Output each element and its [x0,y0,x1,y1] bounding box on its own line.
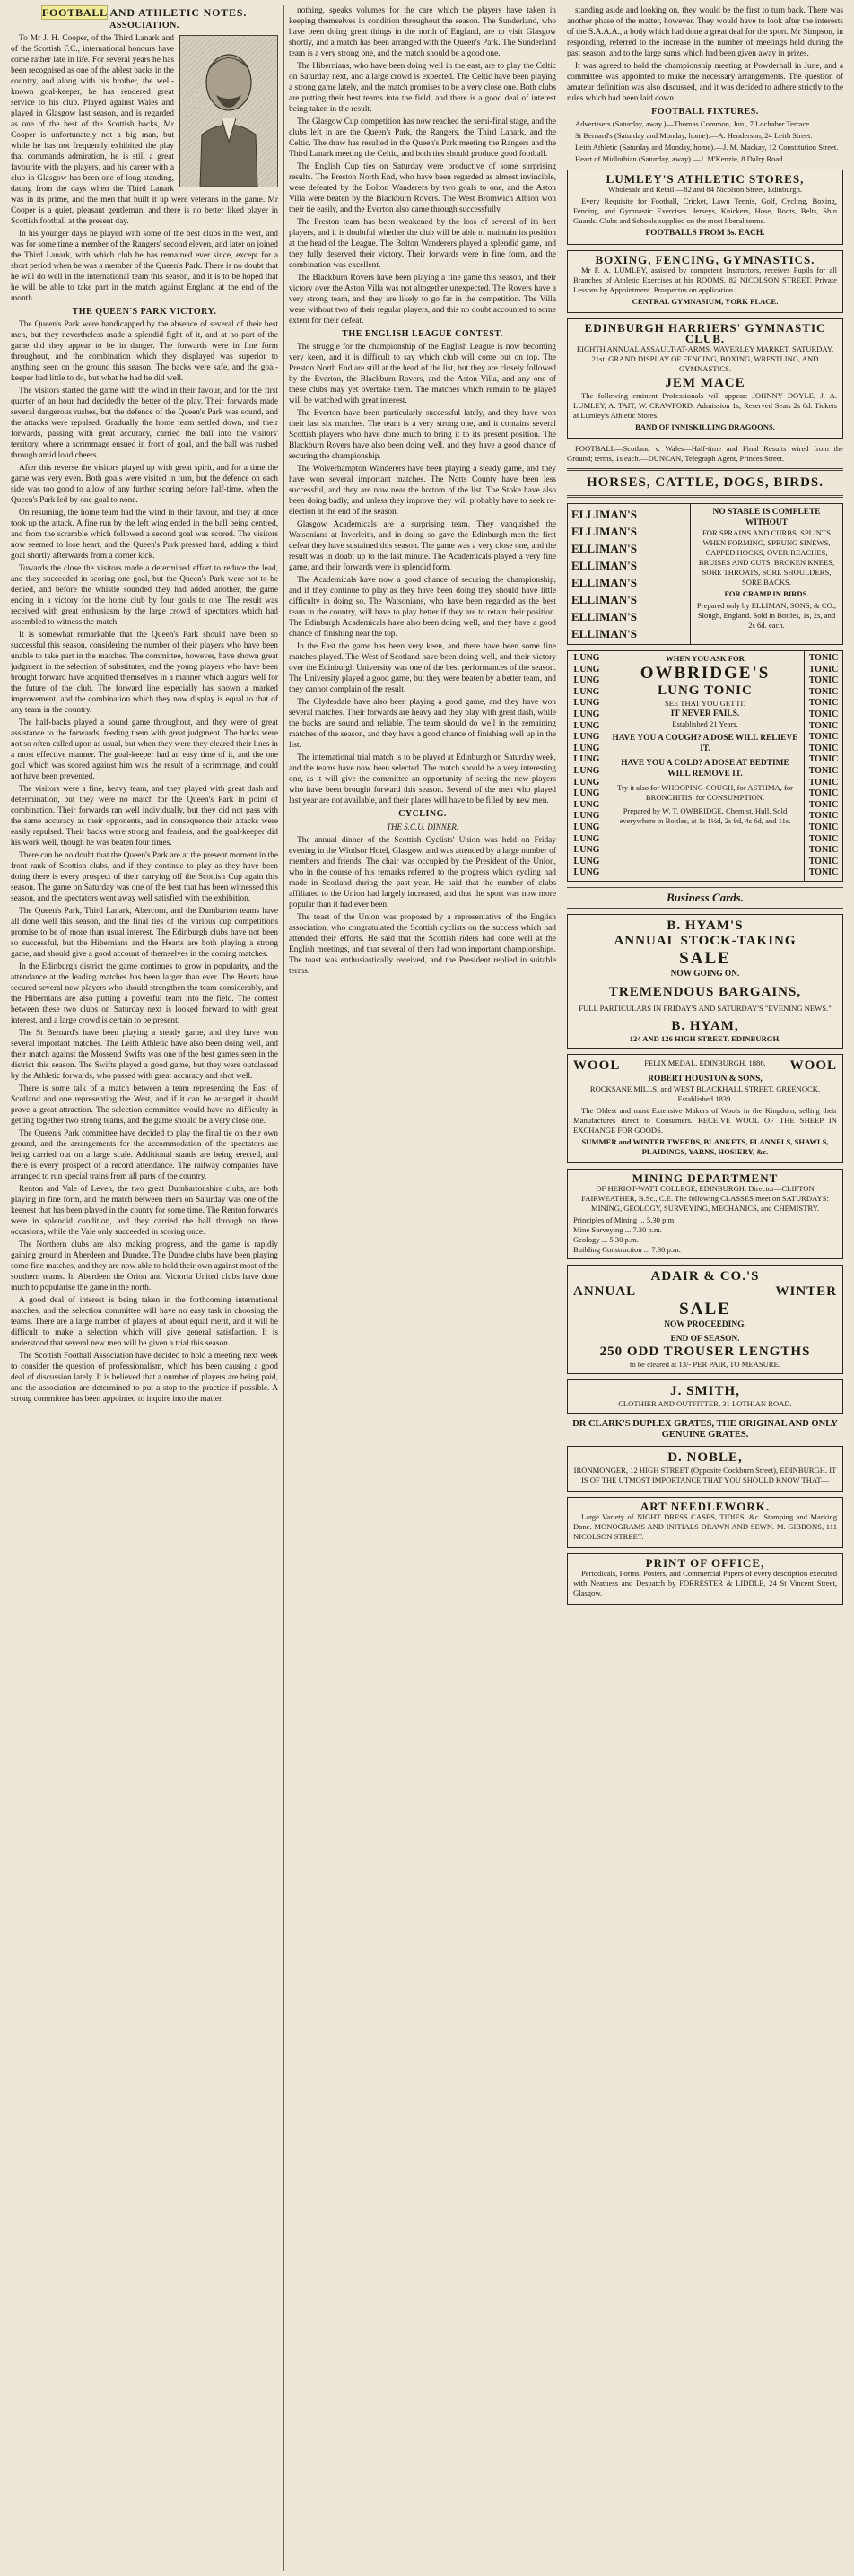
paragraph: The visitors started the game with the wind in their favour, and for the first quarter of an hour had decidedly the better of the play. Their forwards made several dangerous rushes, but the defence of the Queen's Park was sound, and the attacks were repulsed. Gradually the home team settled down, and their forwards, passing with great accuracy, carried the ball into the visitors' territory, where a scrimmage ensued in front of goal, and the ball was rushed through amid loud cheers. [11,387,278,460]
divider [567,908,843,909]
ad-body: Every Requisite for Football, Cricket, Lawn Tennis, Golf, Cycling, Boxing, Fencing, and Gymnastic Exercises. Jerseys, Knickers, Hose, Boots, Belts, Shin Guards. Clubs and Schools supplied on the most liberal terms. [573,196,837,225]
paragraph: The Clydesdale have also been playing a good game, and they have won several matches. Their forwards are heavy and they play with great dash, while the backs are sound and reliable. The team should do well in the remaining matches of the season, and they have a good chance of finishing well up in the list. [289,698,556,750]
lung-word: LUNG [573,765,600,776]
ad-line: HAVE YOU A COUGH? A DOSE WILL RELIEVE IT. [612,734,798,753]
paragraph: The Scottish Football Association have decided to hold a meeting next week to consider the question of professionalism, which has been causing a good deal of discussion lately. It is believed that a number of players are being paid, and the association are determined to put a stop to the practice if possible. A strong committee has been appointed to inquire into the matter. [11,1352,278,1404]
ad-mining [567,1169,843,1259]
ad-line: Prepared by W. T. OWBRIDGE, Chemist, Hull. Sold everywhere in Bottles, at 1s 1½d, 2s 9d, 4s 6d, and 11s. [619,806,791,825]
paragraph: The half-backs played a sound game throughout, and they were of great assistance to the forwards, feeding them with great judgment. The backs were not so often called upon as usual, but when they were they cleared their lines in a most effective manner. The goal-keeper had an easy time of it, and the one goal which was scored against him was the result of a scrimmage, and could not have been prevented. [11,718,278,781]
paragraph: Renton and Vale of Leven, the two great Dumbartonshire clubs, are both playing in fine form, and the match between them on Saturday was one of the keenest that has been played in the county for some time. The Renton forwards were in splendid condition, and they carried the ball through on three occasions, while the Vale only succeeded in scoring once. [11,1185,278,1237]
divider [567,495,843,498]
ad-line: SEE THAT YOU GET IT. [665,699,745,708]
ad-address: ROCKSANE MILLS, and WEST BLACKHALL STREET, GREENOCK. Established 1839. [589,1083,821,1103]
horses-heading: HORSES, CATTLE, DOGS, BIRDS. [586,475,824,490]
lung-word: LUNG [573,698,600,709]
ellimans-word: ELLIMAN'S [571,593,637,606]
ad-maker: Prepared only by ELLIMAN, SONS, & CO., Slough, England. Sold in Bottles, 1s, 2s, and 2s 6d. each. [696,601,837,630]
tonic-word: TONIC [808,664,839,674]
ellimans-word: ELLIMAN'S [571,542,637,555]
ad-line: SUMMER and WINTER TWEEDS, BLANKETS, FLANNELS, SHAWLS, PLAIDINGS, YARNS, HOSIERY, &c. [581,1136,829,1156]
paragraph: The Northern clubs are also making progress, and the game is rapidly gaining ground in Aberdeen and Dundee. The Dundee clubs have been playing some fine matches, and they are now able to hold their own against most of the southern teams. In Aberdeen the Orion and Victoria United clubs have done much to popularise the game in the north. [11,1240,278,1292]
tonic-word: TONIC [808,720,839,731]
ad-line: BAND OF INNISKILLING DRAGOONS. [635,422,775,431]
column-rule [283,5,284,2571]
ad-print-office [567,1553,843,1605]
ad-title: B. HYAM'S [667,918,744,933]
paragraph: The St Bernard's have been playing a steady game, and they have won several important matches. The Leith Athletic have also been doing well, and their match against the Mossend Swifts was one of the best games seen in the district this season. The Swifts played a good game, but they were outclassed by the Athletic forwards, who passed with great accuracy and shot well. [11,1029,278,1081]
class-row: Building Construction ... 7.30 p.m. [573,1244,681,1254]
subheading-queens-park: THE QUEEN'S PARK VICTORY. [72,307,217,317]
ellimans-word: ELLIMAN'S [571,559,637,572]
lung-tonic-details [606,651,804,881]
ad-adair [567,1265,843,1374]
lung-word: LUNG [573,720,600,731]
ellimans-word: ELLIMAN'S [571,576,637,589]
paragraph: In the Edinburgh district the game continues to grow in popularity, and the attendance at the leading matches has been larger than ever. The Hearts have secured several new players who should strengthen the team considerably, and the Hibernians are also putting a powerful team into the field. The contest between these two clubs on Saturday next is looked forward to with great interest, and a large crowd is certain to be present. [11,962,278,1025]
ad-body: OF HERIOT-WATT COLLEGE, EDINBURGH. Director—CLIFTON FAIRWEATHER, B.Sc., C.E. The following CLASSES meet on SATURDAYS: MINING, GEOLOGY, SURVEYING, MECHANICS, and CHEMISTRY. [581,1183,829,1213]
lung-word: LUNG [573,811,600,822]
ad-line: B. HYAM, [671,1018,739,1033]
paragraph: The Hibernians, who have been doing well in the east, are to play the Celtic on Saturday next, and a large crowd is expected. The Celtic have been playing a strong game lately, and the match promises to be a very close one. Both clubs are putting their best teams into the field, and there is a good deal of interest being taken in the result. [289,62,556,114]
ad-line: FULL PARTICULARS IN FRIDAY'S AND SATURDAY'S "EVENING NEWS." [579,1003,832,1013]
football-results-notice: FOOTBALL—Scotland v. Wales—Half-time and Final Results wired from the Ground; terms, 1s each.—DUNCAN, Telegraph Agent, Princes Street. [567,444,843,463]
paragraph: To Mr J. H. Cooper, of the Third Lanark and of the Scottish F.C., international honours have come rather late in life. For several years he has been recognised as one of the ablest backs in the country, and along with his brother, the well-known goal-keeper, he has rendered great service to his club. Played against Wales and played in Glasgow last season, and is regarded as one of the best of the Scottish backs, Mr Cooper is unfortunately not a big man, but while he has not frequently exhibited the play that commands admiration, he is still a great favourite with the players, and his career with a club in Glasgow has been one of long standing, dating from the days when the Third Lanark was in its prime, and the men that built it up were veterans in the game. Mr Cooper is a quiet, pleasant gentleman, and there is no better liked player in Scottish football at the present day. [11,34,278,226]
ad-title: BOXING, FENCING, GYMNASTICS. [595,253,815,266]
ellimans-repeated [568,504,691,644]
ad-body: CLOTHIER AND OUTFITTER, 31 LOTHIAN ROAD. [618,1398,792,1408]
tonic-word: TONIC [808,754,839,765]
subheading-scu-dinner: THE S.C.U. DINNER. [386,822,458,831]
portrait-engraving [179,35,278,187]
ad-line: WOOL [573,1057,621,1073]
tonic-word: TONIC [808,732,839,743]
paragraph: On resuming, the home team had the wind in their favour, and they at once took up the attack. A fine run by the left wing ended in the ball being centred, and from the scramble which followed a second goal was scored. The visitors now seemed to lose heart, and the Queen's Park pressed hard, adding a third goal shortly afterwards from a corner kick. [11,509,278,561]
subheading-english-league: THE ENGLISH LEAGUE CONTEST. [342,329,503,339]
ad-line: SALE [679,1299,731,1318]
lung-word: LUNG [573,799,600,810]
ad-line: FOR CRAMP IN BIRDS. [724,589,809,598]
ad-body: The Oldest and most Extensive Makers of Wools in the Kingdom, selling their Manufactures direct to Consumers. RECEIVE WOOL OF THE SHEEP IN EXCHANGE FOR GOODS. [573,1105,837,1135]
ad-line: HAVE YOU A COLD? A DOSE AT BEDTIME WILL REMOVE IT. [621,759,789,779]
tonic-word: TONIC [808,765,839,776]
ellimans-word: ELLIMAN'S [571,627,637,640]
fixture-line: Advertisers (Saturday, away.)—Thomas Common, Jun., 7 Lochaber Terrace. [575,119,812,128]
adair-row [573,1284,837,1300]
ad-body: EIGHTH ANNUAL ASSAULT-AT-ARMS, WAVERLEY MARKET, SATURDAY, 21st. GRAND DISPLAY OF FENCING, BOXING, WRESTLING, AND GYMNASTICS. [576,344,834,373]
lung-word: LUNG [573,777,600,788]
ad-line: WOOL [789,1057,837,1073]
ad-lumley-stores [567,170,843,245]
fixture-line: Heart of Midlothian (Saturday, away).—J. M'Kenzie, 8 Dalry Road. [575,154,785,163]
ad-noble [567,1446,843,1492]
ellimans-word: ELLIMAN'S [571,508,637,521]
business-cards-heading: Business Cards. [667,890,744,904]
paragraph: The struggle for the championship of the English League is now becoming very keen, and it is difficult to say which club will come out on top. The Preston North End are still at the head of the list, but they are closely followed by the Everton, the Blackburn Rovers, and the Aston Villa, and any one of these clubs may yet overtake them. The matches which remain to be played will be watched with great interest. [289,343,556,405]
subheading-fixtures: FOOTBALL FIXTURES. [651,107,759,117]
divider [567,887,843,888]
lung-word: LUNG [573,754,600,765]
tonic-word: TONIC [808,686,839,697]
ad-body: Mr F. A. LUMLEY, assisted by competent Instructors, receives Pupils for all Branches of Athletic Exercises at his ROOMS, 82 NICOLSON STREET. Private Lessons by Appointment. Prospectus on application. [573,265,837,294]
ad-title: ART NEEDLEWORK. [640,1499,771,1513]
ad-line: FELIX MEDAL, EDINBURGH, 1886. [644,1057,766,1067]
fixture-line: Leith Athletic (Saturday and Monday, home).—J. M. Mackay, 12 Constitution Street. [575,143,839,152]
ad-address: Wholesale and Retail.—82 and 84 Nicolson Street, Edinburgh. [607,185,803,194]
ad-boxing [567,250,843,313]
paragraph: Towards the close the visitors made a determined effort to reduce the lead, and they succeeded in scoring one goal, but the Queen's Park were not to be denied, and before the whistle sounded they had added another, the game ending in a victory for the home club by four goals to one. The result was received with great enthusiasm by the large crowd of spectators which had assembled to witness the match. [11,564,278,627]
paragraph: The Glasgow Cup competition has now reached the semi-final stage, and the clubs left in are the Queen's Park, the Rangers, the Third Lanark, and the Celtic. The draw has resulted in the Queen's Park meeting the Rangers and the Third Lanark meeting the Celtic, and both ties should produce good football. [289,117,556,159]
lung-word: LUNG [573,856,600,866]
tonic-word: TONIC [808,788,839,799]
lung-word: LUNG [573,675,600,686]
lung-word: LUNG [573,743,600,753]
subheading-cycling: CYCLING. [398,809,447,819]
lung-word: LUNG [573,867,600,878]
ad-title: J. SMITH, [670,1383,740,1398]
lung-word: LUNG [573,845,600,856]
paragraph: The international trial match is to be played at Edinburgh on Saturday week, and the teams have now been selected. The match should be a very interesting one, as it will give the committee an opportunity of seeing the new players who have been brought forward this season. Several of the men who played last year are not available, and their places will have to be filled by new men. [289,753,556,805]
paragraph: The visitors were a fine, heavy team, and they played with great dash and determination, but they were no match for the Queen's Park in point of combination. Their forwards ran well individually, but they did not pass with the same accuracy as their opponents, and in consequence their attacks were easily repulsed. Their backs were strong and fearless, and the goal-keeper did his work well, though he was beaten four times. [11,785,278,848]
ad-body: The following eminent Professionals will appear: JOHNNY DOYLE, J. A. LUMLEY, A. TAIT, W. CRAWFORD. Admission 1s; Reserved Seats 2s 6d. Tickets at Lumley's Athletic Stores. [573,391,837,420]
paragraph: The Queen's Park were handicapped by the absence of several of their best men, but they nevertheless made a splendid fight of it, and at no part of the game did they appear to be in danger. The forwards were in fine form throughout, and the combination which they displayed was superior to anything seen on the ground this season. The backs were safe, and the goal-keeper had little to do, but what he had he did well. [11,320,278,383]
ad-art-needlework [567,1497,843,1548]
ad-line: WHEN YOU ASK FOR [666,654,745,663]
tonic-word: TONIC [808,811,839,822]
ad-smith [567,1379,843,1414]
ad-line: NOW GOING ON. [670,969,740,979]
tonic-word: TONIC [808,653,839,663]
ad-line: FOOTBALLS FROM 5s. EACH. [645,229,765,238]
ad-line: ANNUAL STOCK-TAKING [614,933,797,948]
ad-address: CENTRAL GYMNASIUM, YORK PLACE. [632,297,779,306]
tonic-word: TONIC [808,709,839,719]
class-row: Mine Surveying ... 7.30 p.m. [573,1224,662,1234]
tonic-word: TONIC [808,675,839,686]
paragraph: The annual dinner of the Scottish Cyclists' Union was held on Friday evening in the Windsor Hotel, Glasgow, and was attended by a large number of members and friends. The chair was occupied by the President of the Union, who in the course of his remarks referred to the progress which cycling had made in Scotland during the past year. He said that the number of clubs affiliated to the Union had largely increased, and that the sport was now more popular than it had ever been. [289,836,556,909]
fixture-line: St Bernard's (Saturday and Monday, home).—A. Henderson, 24 Leith Street. [575,131,813,140]
paragraph: In his younger days he played with some of the best clubs in the west, and was for some time a member of the Rangers' second eleven, and later on joined the Third Lanark, with which club he has remained ever since, except for a short period when he was a member of the Queen's Park. There is no doubt that he will do well in the international team this season, and it is to be hoped that he will be able to take part in the match against England at the end of the month. [11,230,278,303]
lung-word: LUNG [573,732,600,743]
paragraph: The English Cup ties on Saturday were productive of some surprising results. The Preston North End, who have been regarded as almost invincible, were defeated by the Bolton Wanderers by two goals to one, and the Aston Villa were beaten by the Blackburn Rovers. The West Bromwich Albion won their tie easily, and the Everton also came through successfully. [289,162,556,214]
tonic-word: TONIC [808,867,839,878]
ad-title: ROBERT HOUSTON & SONS, [648,1074,762,1083]
lung-word: LUNG [573,664,600,674]
paragraph: nothing, speaks volumes for the care which the players have taken in keeping themselves in condition throughout the season. The Sunderland, who have been doing great things in the north of England, are to visit Glasgow shortly, and a match has been arranged with the Queen's Park. The Sunderland team is a very strong one, and the match should be a good one. [289,6,556,58]
ad-headliner: JEM MACE [665,376,745,390]
lung-word: LUNG [573,686,600,697]
paragraph: The toast of the Union was proposed by a representative of the English association, who congratulated the Scottish cyclists on the success which had attended their efforts. He said that the Scottish riders had done well at the English meetings, and that several of them had won important championships. The toast was enthusiastically received, and the President replied in suitable terms. [289,913,556,976]
paragraph: The Queen's Park committee have decided to play the final tie on their own ground, and the arrangements for the accommodation of the spectators are being carried out on a large scale. Additional stands are being erected, and there is every prospect of a record attendance. The railway companies have arranged to run special trains from all parts of the country. [11,1129,278,1181]
ellimans-details [691,504,842,644]
tonic-word: TONIC [808,743,839,753]
tonic-word: TONIC [808,777,839,788]
tonic-word: TONIC [808,856,839,866]
ad-harriers [567,318,843,439]
ad-title: D. NOBLE, [667,1449,743,1465]
heading-rest: AND ATHLETIC NOTES. [109,6,248,19]
ad-title: ADAIR & CO.'S [650,1268,760,1284]
ad-line: IT NEVER FAILS. [670,709,740,718]
paragraph: There can be no doubt that the Queen's Park are at the present moment in the front rank of Scottish clubs, and if they continue to play as they have been doing there is every prospect of their carrying off the Scottish Cup again this season. The game on Saturday was one of the best that has been witnessed this season, and the spectators went away well satisfied with the exhibition. [11,851,278,903]
tonic-word: TONIC [808,698,839,709]
paragraph: The Academicals have now a good chance of securing the championship, and if they continue to play as they have been doing they should have little difficulty in doing so. The Watsonians, who have been regarded as the best team in the country, will have to play better if they are to retain their position. The Edinburgh Academicals have also been doing well, and they have a good chance of finishing near the top. [289,576,556,639]
paragraph: It was agreed to hold the championship meeting at Powderhall in June, and a committee was appointed to make the necessary arrangements. The question of amateur definition was also discussed, and it was decided to adhere strictly to the rules which had been laid down. [567,62,843,103]
tonic-word: TONIC [808,822,839,832]
lung-word: LUNG [573,822,600,832]
tonic-word: TONIC [808,833,839,844]
paragraph: There is some talk of a match between a team representing the East of Scotland and one representing the West, and if it can be arranged it should prove a great attraction. The selection committee would have no difficulty in getting together two strong teams, and the game should be a very close one. [11,1084,278,1126]
paragraph: Glasgow Academicals are a surprising team. They vanquished the Watsonians at Inverleith, and in doing so gave the Edinburgh men the first defeat they have sustained this season. The game was a very close one, and the result was in doubt up to the last minute. The Academicals played a very fine game, and their forwards were in splendid form. [289,520,556,572]
ad-title: MINING DEPARTMENT [632,1171,779,1185]
paragraph: A good deal of interest is being taken in the forthcoming international matches, and the selection committee will have no easy task in choosing the teams. There are a large number of players of about equal merit, and it will be difficult to make a selection which will give general satisfaction. It is understood that several new men will be given a trial this season. [11,1296,278,1348]
highlighted-word: FOOTBALL [41,6,108,19]
ad-line: 250 ODD TROUSER LENGTHS [599,1344,811,1359]
product-name: LUNG TONIC [658,683,753,698]
ad-address: 124 AND 126 HIGH STREET, EDINBURGH. [629,1033,781,1043]
class-row: Geology ... 5.30 p.m. [573,1234,639,1244]
lung-word: LUNG [573,833,600,844]
wool-header [573,1058,837,1074]
paragraph: The Wolverhampton Wanderers have been playing a steady game, and they have won several important matches. The Notts County have been less successful, and they are now near the bottom of the list. The Stoke have also been doing badly, and unless they improve they will probably have to seek re-election at the end of the season. [289,465,556,517]
ad-body: IRONMONGER, 12 HIGH STREET (Opposite Cockburn Street), EDINBURGH. IT IS OF THE UTMOST IMPORTANCE THAT YOU SHOULD KNOW THAT— [573,1465,837,1484]
class-row: Principles of Mining ... 5.30 p.m. [573,1214,676,1224]
brand-name: OWBRIDGE'S [640,664,771,683]
ad-body: Periodicals, Forms, Posters, and Commercial Papers of every description executed with Neatness and Despatch by FORRESTER & LIDDLE, 24 St Vincent Street, Glasgow. [573,1568,837,1597]
ad-line: END OF SEASON. [670,1334,740,1344]
ad-ellimans [567,503,843,645]
ellimans-word: ELLIMAN'S [571,525,637,538]
paragraph: The Everton have been particularly successful lately, and they have won their last six matches. The team is a very strong one, and it contains several Scottish players who have done much to bring it to its present position. The Blackburn Rovers have also been doing well, and they have a good chance of securing the championship. [289,409,556,461]
ad-line: Try it also for WHOOPING-COUGH, for ASTHMA, for BRONCHITIS, for CONSUMPTION. [617,783,793,802]
ad-line: ANNUAL [573,1284,637,1299]
ad-title: EDINBURGH HARRIERS' GYMNASTIC CLUB. [584,321,826,345]
ad-line: NOW PROCEEDING. [664,1319,746,1329]
ad-duplex-grates: DR CLARK'S DUPLEX GRATES, THE ORIGINAL AND ONLY GENUINE GRATES. [572,1418,838,1440]
paragraph: After this reverse the visitors played up with great spirit, and for a time the game was very even. Both goals were visited in turn, but the defence on each side was too good to allow of any further scoring before half-time, when the Queen's Park led by one goal to none. [11,464,278,505]
paragraph: The Preston team has been weakened by the loss of several of its best players, and it is doubtful whether the club will be able to maintain its position at the head of the League. The Bolton Wanderers played a splendid game, and they fully deserved their victory. Their forwards were in fine form, and the combination was excellent. [289,218,556,270]
column-2 [289,5,556,2571]
ad-line: SALE [679,948,731,968]
paragraph: standing aside and looking on, they would be the first to turn back. There was another phase of the matter, however. They would have to look after the interests of the S.A.A.A., a body which had done a great deal for the sport. Mr Simpson, in responding, referred to the increase in the number of meetings held during the past season, and to the large sums which had been given away in prizes. [567,6,843,58]
ad-title: NO STABLE IS COMPLETE WITHOUT [712,508,821,527]
section-heading [11,7,278,18]
tonic-word: TONIC [808,845,839,856]
subheading-association: ASSOCIATION. [109,21,179,30]
ad-line: WINTER [775,1284,837,1299]
divider [567,468,843,471]
ad-body: Large Variety of NIGHT DRESS CASES, TIDIES, &c. Stamping and Marking Done. MONOGRAMS AND INITIALS DRAWN AND SEWN. M. GIBBONS, 111 NICOLSON STREET. [573,1511,837,1541]
lung-column [568,651,606,881]
paragraph: The Blackburn Rovers have been playing a fine game this season, and their victory over the Aston Villa was not altogether unexpected. The Rovers have a very strong team, and they are likely to go far in the competition. The Villa were without two of their regular players, and this no doubt accounted to some extent for their defeat. [289,274,556,326]
tonic-word: TONIC [808,799,839,810]
ellimans-word: ELLIMAN'S [571,610,637,623]
ad-line: Established 21 Years. [672,719,738,728]
paragraph: In the East the game has been very keen, and there have been some fine matches played. The West of Scotland have been doing well, and their victory over the Edinburgh University was one of the best performances of the season. The University played a good game, but they were beaten by a better team, and they cannot complain of the result. [289,642,556,694]
lung-word: LUNG [573,788,600,799]
paragraph: It is somewhat remarkable that the Queen's Park should have been so successful this season, considering the number of their players who have been unable to take part in the matches. The committee, however, have shown great judgment in the selection of substitutes, and the young players who have been brought forward have acquitted themselves in a manner which augurs well for the future of the club. The forward line especially has shown a marked improvement, and the combination which they now display is equal to that of any team in the country. [11,631,278,715]
ad-title: LUMLEY'S ATHLETIC STORES, [606,172,805,186]
ad-wool [567,1054,843,1163]
ad-hyam [567,914,843,1049]
ad-lung-tonic [567,650,843,882]
tonic-column [804,651,842,881]
column-3 [567,5,843,2571]
lung-word: LUNG [573,709,600,719]
column-1 [11,5,278,2571]
lung-word: LUNG [573,653,600,663]
ad-body: FOR SPRAINS AND CURBS, SPLINTS WHEN FORMING, SPRUNG SINEWS, CAPPED HOCKS, OVER-REACHES, BRUISES AND CUTS, BROKEN KNEES, SORE THROATS, SORE SHOULDERS, SORE BACKS. [698,528,835,587]
ad-line: to be cleared at 13/- PER PAIR, TO MEASURE. [630,1359,780,1369]
paragraph: The Queen's Park, Third Lanark, Abercorn, and the Dumbarton teams have all done well this season, and the final ties of the various cup competitions promise to be of more than usual interest. The Edinburgh clubs have not been so successful, but the Hibernians and the Hearts are both playing a strong game, and should give a good account of themselves in the coming matches. [11,907,278,959]
ad-line: TREMENDOUS BARGAINS, [608,984,802,999]
ad-title: PRINT OF OFFICE, [645,1555,765,1570]
